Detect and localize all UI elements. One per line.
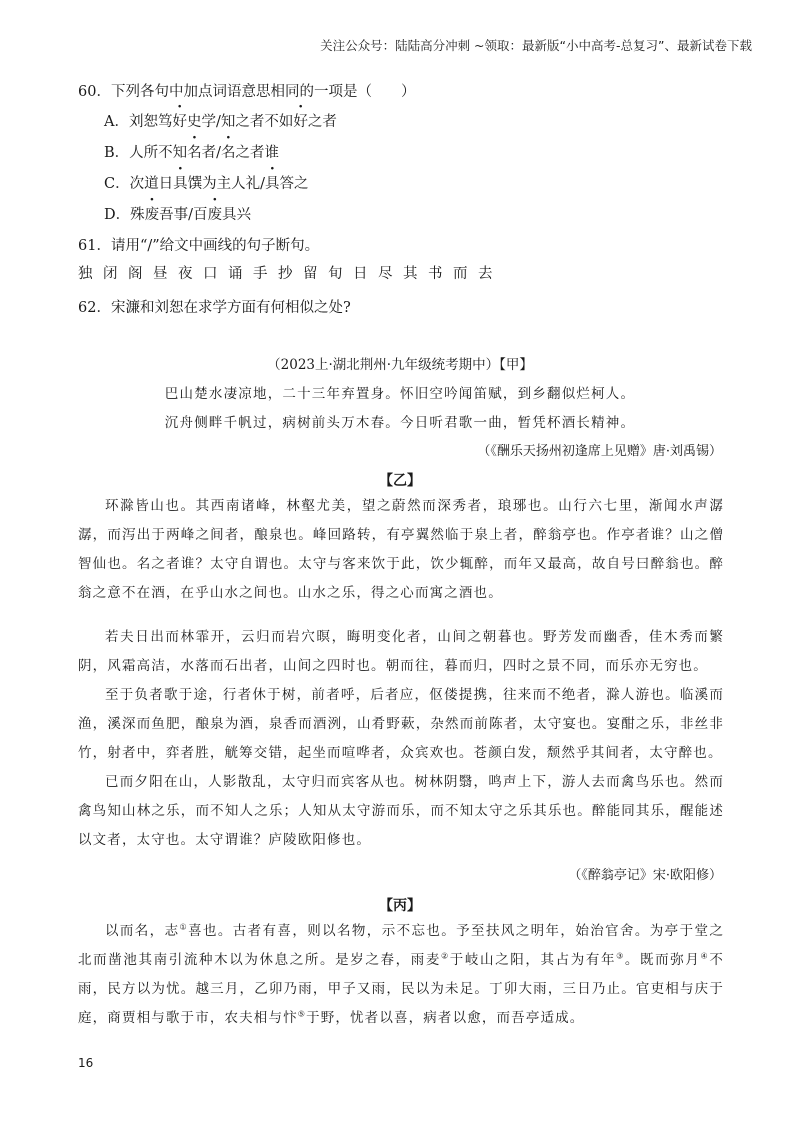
yi-paragraph-3: 至于负者歌于途，行者休于树，前者呼，后者应，伛偻提携，往来而不绝者，滁人游也。临溪而渔，溪深而鱼肥，酿泉为酒，泉香而酒洌，山肴野蔌，杂然而前陈者，太守宴也。宴酣之乐，非丝非竹，射者中，弈者胜，觥筹交错，起坐而喧哗者，众宾欢也。苍颜白发，颓然乎其间者，太守醉也。: [78, 687, 724, 761]
page-header: 关注公众号：陆陆高分冲刺 ~领取：最新版“小中高考-总复习”、最新试卷下载: [320, 38, 752, 53]
option-text: 答之: [279, 176, 309, 192]
source-line: （2023上·湖北荆州·九年级统考期中）【甲】: [267, 357, 533, 373]
text-run: 于岐山之阳，其占为有年: [449, 952, 617, 968]
question-61-sentence: 独闭阁昼夜口诵手抄留旬日尽其书而去: [78, 266, 503, 282]
option-b: [104, 141, 279, 162]
footnote-marker: ①: [179, 922, 189, 932]
option-text: 吾事/百: [159, 207, 208, 223]
dotted-word: 名: [221, 145, 236, 161]
dotted-word: 具: [173, 176, 188, 192]
option-text: C．次道日: [104, 176, 174, 192]
poem-line-2: 沉舟侧畔千帆过，病树前头万木春。今日听君歌一曲，暂凭杯酒长精神。: [164, 415, 636, 431]
option-text: 者/: [201, 145, 222, 161]
section-yi-title: 【乙】: [379, 473, 421, 489]
option-d: [104, 203, 251, 224]
option-text: A．刘恕笃: [104, 114, 173, 130]
poem-line-1: 巴山楚水凄凉地，二十三年弃置身。怀旧空吟闻笛赋，到乡翻似烂柯人。: [164, 386, 636, 402]
option-text: B．人所不知: [104, 145, 188, 161]
option-text: D．殊: [104, 207, 145, 223]
option-text: 具兴: [222, 207, 252, 223]
option-text: 馔为主人礼/: [187, 176, 265, 192]
dotted-word: 好: [293, 114, 308, 130]
page-number: 16: [78, 1056, 94, 1070]
yi-citation: （《醉翁亭记》宋·欧阳修）: [568, 868, 722, 883]
section-bing-title: 【丙】: [379, 898, 421, 914]
footnote-marker: ③: [616, 951, 625, 961]
option-text: 之者: [307, 114, 337, 130]
dotted-word: 名: [187, 145, 202, 161]
text-run: 不雨，民方以为忧。越三月，乙卯乃雨，甲子又雨，民以为未足。丁卯大雨，三日乃止。官吏相与庆于庭，商贾相与歌于市，农夫相与忭: [78, 952, 724, 1026]
poem-citation: （《酬乐天扬州初逢席上见赠》唐·刘禹锡）: [477, 444, 722, 459]
question-60-stem: 60．下列各句中加点词语意思相同的一项是（ ）: [78, 84, 416, 100]
option-text: 史学/知之者不如: [186, 114, 294, 130]
text-run: 以而名，志: [105, 923, 180, 939]
dotted-word: 废: [207, 207, 223, 223]
option-c: [104, 172, 309, 193]
question-61-stem: 61．请用“/”给文中画线的句子断句。: [78, 238, 320, 254]
yi-paragraph-4: 已而夕阳在山，人影散乱，太守归而宾客从也。树林阴翳，鸣声上下，游人去而禽鸟乐也。然而禽鸟知山林之乐，而不知人之乐；人知从太守游而乐，而不知太守之乐其乐也。醉能同其乐，醒能述以文者，太守也。太守谓谁？庐陵欧阳修也。: [78, 774, 724, 848]
text-run: 。既而弥月: [624, 952, 701, 968]
option-text: 之者谁: [235, 145, 280, 161]
question-62-stem: 62．宋濂和刘恕在求学方面有何相似之处?: [78, 300, 351, 316]
dotted-word: 好: [172, 114, 187, 130]
footnote-marker: ②: [440, 951, 450, 961]
footnote-marker: ④: [700, 951, 710, 961]
bing-paragraph: [78, 917, 724, 1033]
yi-paragraph-1: 环滁皆山也。其西南诸峰，林壑尤美，望之蔚然而深秀者，琅琊也。山行六七里，渐闻水声潺潺，而泻出于两峰之间者，酿泉也。峰回路转，有亭翼然临于泉上者，醉翁亭也。作亭者谁？山之僧智仙也。名之者谁？太守自谓也。太守与客来饮于此，饮少辄醉，而年又最高，故自号曰醉翁也。醉翁之意不在酒，在乎山水之间也。山水之乐，得之心而寓之酒也。: [78, 498, 724, 601]
yi-paragraph-2: 若夫日出而林霏开，云归而岩穴暝，晦明变化者，山间之朝暮也。野芳发而幽香，佳木秀而繁阴，风霜高洁，水落而石出者，山间之四时也。朝而往，暮而归，四时之景不同，而乐亦无穷也。: [78, 629, 724, 674]
text-run: 喜也。古者有喜，则以名物，示不忘也。予至扶风之明年，始治官舍。为亭于堂之北而凿池其南引流种木以为休息之所。是岁之春，雨麦: [78, 923, 725, 968]
dotted-word: 具: [265, 176, 280, 192]
footnote-marker: ⑤: [297, 1009, 307, 1019]
text-run: 于野，忧者以喜，病者以愈，而吾亭适成。: [306, 1010, 585, 1026]
option-a: [104, 110, 337, 131]
dotted-word: 废: [144, 207, 160, 223]
